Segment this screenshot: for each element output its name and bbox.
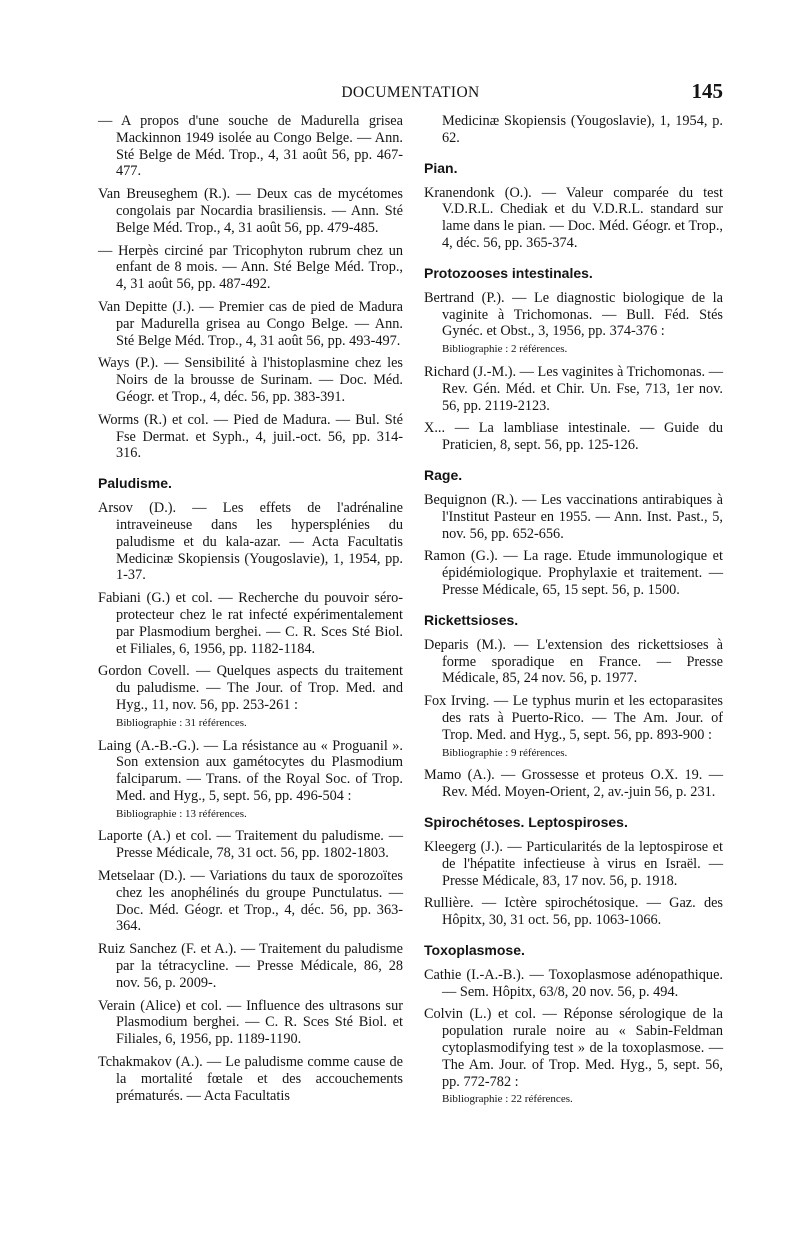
reference-entry — [98, 590, 403, 657]
reference-text: Colvin (L.) et col. — Réponse sérologique de la population rurale noire au « Sabin-Feldman cytoplasmodifying test » de la toxoplasmose. — The Am. Jour. of Trop. Med. Hyg., 5, sept. 56, pp. 772-782 : — [424, 1006, 723, 1090]
reference-entry — [424, 492, 723, 542]
reference-entry — [424, 185, 723, 252]
reference-entry — [98, 828, 403, 862]
reference-entry — [424, 839, 723, 889]
reference-entry — [424, 420, 723, 454]
reference-text: Worms (R.) et col. — Pied de Madura. — Bul. Sté Fse Dermat. et Syph., 4, juil.-oct. 56, pp. 314-316. — [98, 411, 403, 462]
reference-text: Van Depitte (J.). — Premier cas de pied de Madura par Madurella grisea au Congo Belge. — Ann. Sté Belge Méd. Trop., 4, 31 août 56, pp. 493-497. — [98, 298, 403, 349]
reference-entry — [98, 663, 403, 731]
reference-text: X... — La lambliase intestinale. — Guide du Praticien, 8, sept. 56, pp. 125-126. — [424, 420, 723, 454]
reference-text: Laing (A.-B.-G.). — La résistance au « Proguanil ». Son extension aux gamétocytes du Plasmodium falciparum. — Trans. of the Royal Soc. of Trop. Med. and Hyg., 5, sept. 56, pp. 496-504 : — [98, 737, 403, 804]
reference-entry — [98, 243, 403, 293]
section-heading: Spirochétoses. Leptospiroses. — [424, 813, 628, 830]
reference-entry — [98, 941, 403, 991]
reference-entry — [424, 693, 723, 761]
reference-text: Laporte (A.) et col. — Traitement du paludisme. — Presse Médicale, 78, 31 oct. 56, pp. 1802-1803. — [98, 828, 403, 862]
reference-text: Kranendonk (O.). — Valeur comparée du test V.D.R.L. Chediak et du V.D.R.L. standard sur lame dans le pian. — Doc. Méd. Géogr. et Trop., 4, déc. 56, pp. 365-374. — [424, 184, 723, 251]
bibliography-note: Bibliographie : 9 références. — [442, 746, 568, 759]
reference-entry — [424, 637, 723, 687]
section-heading: Rage. — [424, 466, 463, 483]
right-column — [424, 113, 723, 1114]
reference-text: Richard (J.-M.). — Les vaginites à Trichomonas. — Rev. Gén. Méd. et Chir. Un. Fse, 713, 1er nov. 56, pp. 2119-2123. — [424, 363, 724, 414]
continued-reference — [424, 113, 723, 147]
reference-text: Deparis (M.). — L'extension des rickettsioses à forme sporadique en France. — Presse Médicale, 85, 24 nov. 56, p. 1977. — [424, 636, 723, 687]
reference-entry — [98, 738, 403, 823]
reference-text: Ruiz Sanchez (F. et A.). — Traitement du paludisme par la tétracycline. — Presse Médicale, 86, 28 nov. 56, p. 2009-. — [98, 941, 403, 991]
reference-text: Bequignon (R.). — Les vaccinations antirabiques à l'Institut Pasteur en 1955. — Ann. Inst. Past., 5, nov. 56, pp. 652-656. — [424, 491, 723, 542]
reference-text: Metselaar (D.). — Variations du taux de sporozoïtes chez les anophélinés du groupe Punctulatus. — Doc. Méd. Géogr. et Trop., 4, déc. 56, pp. 363-364. — [98, 868, 403, 935]
reference-entry — [424, 767, 723, 801]
reference-entry — [424, 290, 723, 358]
running-title: DOCUMENTATION — [341, 84, 480, 101]
reference-text: Van Breuseghem (R.). — Deux cas de mycétomes congolais par Nocardia brasiliensis. — Ann. Sté Belge Méd. Trop., 4, 31 août 56, pp. 479-485. — [98, 186, 403, 236]
reference-text: Ways (P.). — Sensibilité à l'histoplasmine chez les Noirs de la brousse de Surinam. — Doc. Méd. Géogr. et Trop., 4, déc. 56, pp. 383-391. — [98, 355, 403, 405]
reference-text: Fox Irving. — Le typhus murin et les ectoparasites des rats à Puerto-Rico. — The Am. Jour. of Trop. Med. and Hyg., 5, sept. 56, pp. 893-900 : — [424, 693, 723, 743]
left-column — [98, 113, 403, 1110]
reference-text: Cathie (I.-A.-B.). — Toxoplasmose adénopathique. — Sem. Hôpitx, 63/8, 20 nov. 56, p. 494. — [424, 966, 723, 1000]
reference-text: — Herpès circiné par Tricophyton rubrum chez un enfant de 8 mois. — Ann. Sté Belge Méd. Trop., 4, 31 août 56, pp. 487-492. — [98, 242, 403, 293]
reference-entry — [98, 500, 403, 584]
reference-entry — [98, 355, 403, 405]
reference-text: Gordon Covell. — Quelques aspects du traitement du paludisme. — The Jour. of Trop. Med. and Hyg., 11, nov. 56, pp. 253-261 : — [98, 663, 403, 713]
page-number: 145 — [691, 79, 723, 103]
section-heading: Rickettsioses. — [424, 611, 519, 628]
reference-entry — [98, 299, 403, 349]
bibliography-note: Bibliographie : 22 références. — [442, 1093, 573, 1106]
reference-text: Verain (Alice) et col. — Influence des ultrasons sur Plasmodium berghei. — C. R. Sces Sté Biol. et Filiales, 6, 1956, pp. 1189-1190. — [98, 997, 403, 1048]
section-heading: Pian. — [424, 159, 458, 176]
bibliography-note: Bibliographie : 31 références. — [116, 716, 247, 729]
bibliography-note: Bibliographie : 13 références. — [116, 807, 247, 820]
reference-entry — [424, 1006, 723, 1108]
reference-entry — [424, 895, 723, 929]
reference-entry — [424, 548, 723, 598]
reference-entry — [424, 967, 723, 1001]
reference-text: Bertrand (P.). — Le diagnostic biologique de la vaginite à Trichomonas. — Bull. Féd. Stés Gynéc. et Obst., 3, 1956, pp. 374-376 : — [424, 289, 723, 340]
reference-text: Arsov (D.). — Les effets de l'adrénaline intraveineuse dans les hypersplénies du paludisme et du kala-azar. — Acta Facultatis Medicinæ Skopiensis (Yougoslavie), 1, 1954, pp. 1-37. — [98, 500, 403, 584]
reference-entry — [98, 1054, 403, 1104]
reference-text: — A propos d'une souche de Madurella grisea Mackinnon 1949 isolée au Congo Belge. — Ann. Sté Belge de Méd. Trop., 4, 31 août 56, pp. 467-477. — [98, 113, 403, 180]
page-header — [98, 80, 723, 108]
bibliography-note: Bibliographie : 2 références. — [442, 343, 568, 356]
reference-entry — [98, 868, 403, 935]
reference-text: Ramon (G.). — La rage. Etude immunologique et épidémiologique. Prophylaxie et traitement. — Presse Médicale, 65, 15 sept. 56, p. 1500. — [424, 548, 723, 598]
reference-text: Mamo (A.). — Grossesse et proteus O.X. 19. — Rev. Méd. Moyen-Orient, 2, av.-juin 56, p. 231. — [424, 767, 723, 801]
reference-text: Tchakmakov (A.). — Le paludisme comme cause de la mortalité fœtale et des accouchements prématurés. — Acta Facultatis — [98, 1054, 403, 1104]
reference-text: Fabiani (G.) et col. — Recherche du pouvoir séro-protecteur chez le rat infecté expérimentalement par Plasmodium berghei. — C. R. Sces Sté Biol. et Filiales, 6, 1956, pp. 1182-1184. — [98, 590, 403, 657]
reference-text: Rullière. — Ictère spirochétosique. — Gaz. des Hôpitx, 30, 31 oct. 56, pp. 1063-1066. — [424, 895, 723, 929]
reference-entry — [98, 186, 403, 236]
section-heading: Paludisme. — [98, 475, 172, 492]
section-heading: Protozooses intestinales. — [424, 264, 593, 281]
reference-entry — [98, 998, 403, 1048]
reference-text: Kleegerg (J.). — Particularités de la leptospirose et de l'hépatite infectieuse à virus en Israël. — Presse Médicale, 83, 17 nov. 56, p. 1918. — [424, 838, 723, 889]
reference-text: Medicinæ Skopiensis (Yougoslavie), 1, 1954, p. 62. — [442, 113, 723, 146]
reference-entry — [98, 113, 403, 180]
reference-entry — [424, 364, 723, 414]
section-heading: Toxoplasmose. — [424, 941, 525, 958]
reference-entry — [98, 412, 403, 462]
